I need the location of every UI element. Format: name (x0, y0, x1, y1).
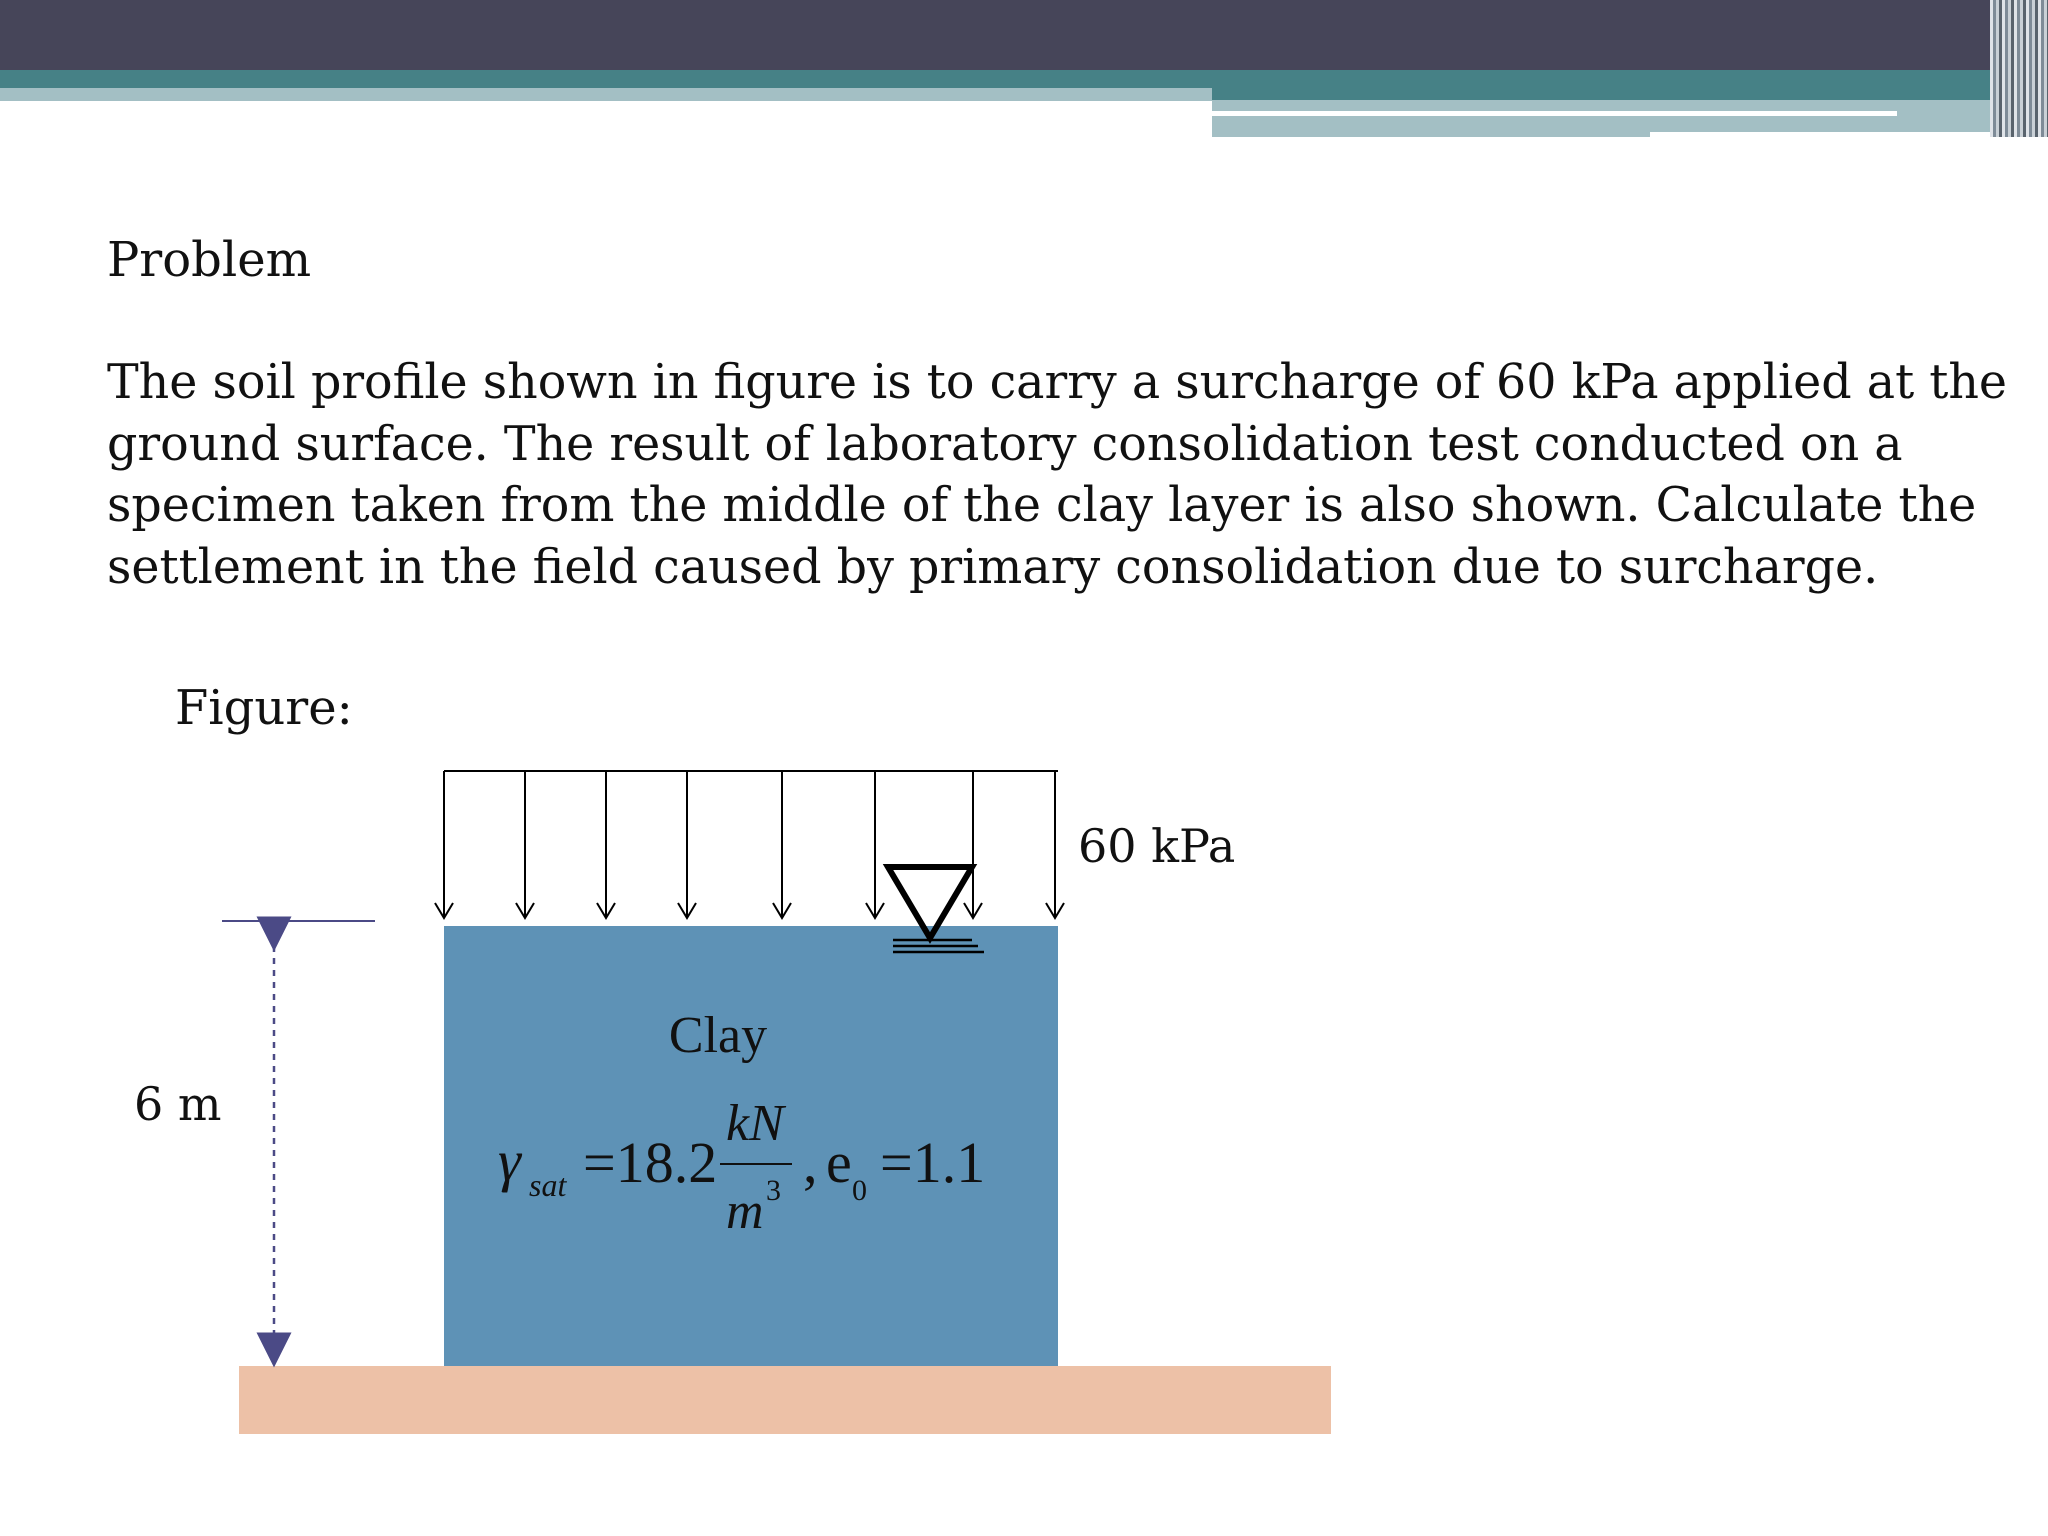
water-table-icon (888, 867, 984, 952)
gamma-subscript: sat (529, 1167, 567, 1203)
problem-line-1: The soil profile shown in figure is to carry a surcharge of 60 kPa applied at the (107, 355, 2008, 410)
unit-numerator: kN (726, 1095, 784, 1152)
problem-heading: Problem (107, 232, 312, 288)
unit-denominator: m (726, 1183, 764, 1240)
formula-separator: , (803, 1130, 818, 1195)
depth-label: 6 m (134, 1077, 222, 1131)
e-value: =1.1 (880, 1130, 986, 1195)
problem-line-3: specimen taken from the middle of the clay layer is also shown. Calculate the (107, 478, 1977, 533)
down-arrow-icon (1046, 771, 1064, 918)
surcharge-load (435, 771, 1064, 918)
clay-label: Clay (668, 1007, 768, 1064)
problem-line-4: settlement in the field caused by primary consolidation due to surcharge. (107, 539, 1879, 595)
down-arrow-icon (678, 771, 696, 918)
problem-line-2: ground surface. The result of laboratory consolidation test conducted on a (107, 416, 1903, 472)
down-arrow-icon (597, 771, 615, 918)
e-subscript: 0 (852, 1174, 867, 1207)
down-arrow-icon (866, 771, 884, 918)
base-layer (239, 1366, 1331, 1434)
depth-dimension (222, 921, 375, 1350)
down-arrow-icon (516, 771, 534, 918)
e-symbol: e (826, 1130, 852, 1195)
down-arrow-icon (773, 771, 791, 918)
gamma-symbol: γ (498, 1128, 521, 1193)
gamma-value: =18.2 (583, 1130, 718, 1195)
down-arrow-icon (435, 771, 453, 918)
surcharge-label: 60 kPa (1078, 819, 1236, 873)
figure-caption: Figure: (175, 680, 353, 736)
down-arrow-icon (964, 771, 982, 918)
unit-exponent: 3 (766, 1174, 781, 1207)
